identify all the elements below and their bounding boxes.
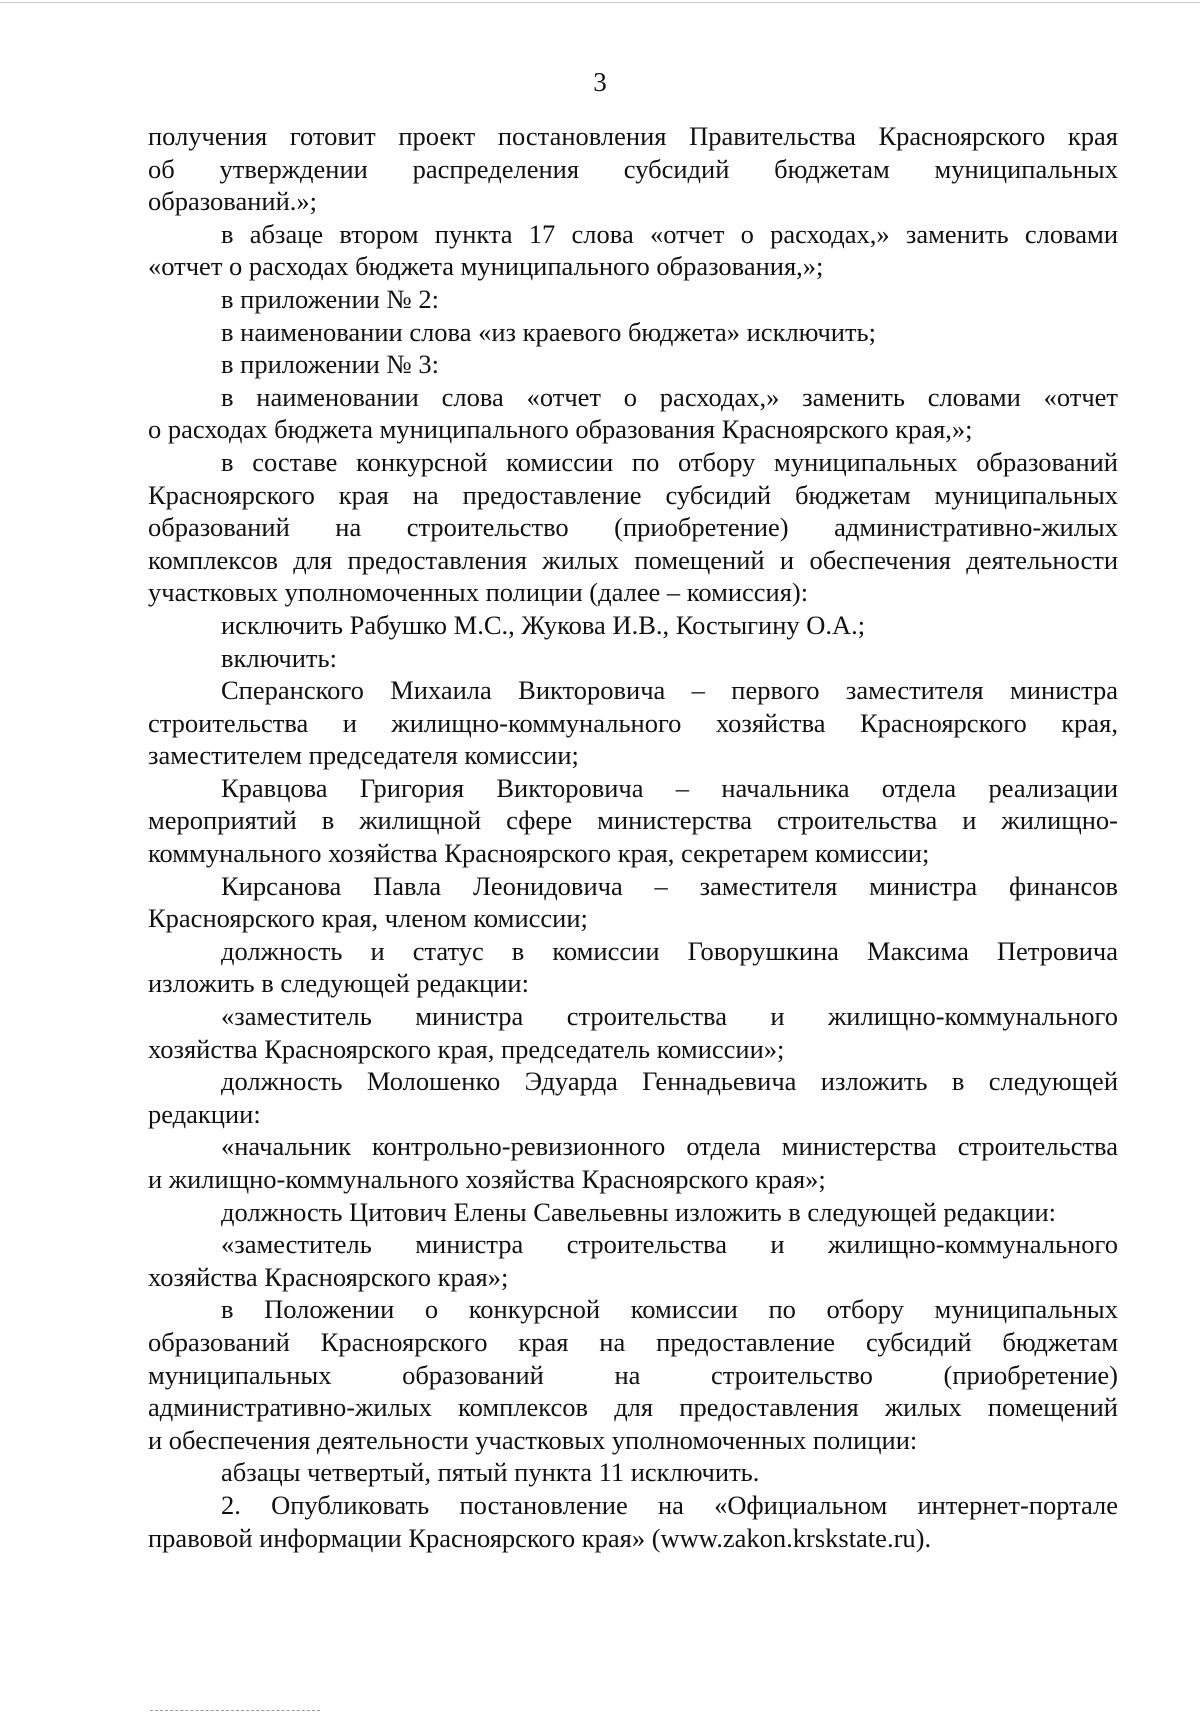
text-line: в приложении № 3: <box>221 349 439 380</box>
text-line: должность Цитович Елены Савельевны изложить в следующей редакции: <box>221 1196 1057 1227</box>
text-line: в наименовании слова «из краевого бюджета» исключить; <box>221 316 876 347</box>
text-line: в наименовании слова «отчет о расходах,» заменить словами «отчет <box>221 381 1118 412</box>
text-line: Сперанского Михаила Викторовича – первого заместителя министра <box>221 675 1118 706</box>
text-line: в абзаце втором пункта 17 слова «отчет о расходах,» заменить словами <box>221 218 1118 249</box>
text-line: изложить в следующей редакции: <box>148 968 529 999</box>
text-line: «отчет о расходах бюджета муниципального образования,»; <box>148 251 824 282</box>
text-line: заместителем председателя комиссии; <box>148 740 579 771</box>
text-line: редакции: <box>148 1098 261 1129</box>
text-line: в Положении о конкурсной комиссии по отбору муниципальных <box>221 1294 1118 1325</box>
text-line: «начальник контрольно-ревизионного отдела министерства строительства <box>221 1131 1118 1162</box>
text-line: об утверждении распределения субсидий бюджетам муниципальных <box>148 153 1118 184</box>
text-line: Кравцова Григория Викторовича – начальника отдела реализации <box>221 772 1118 803</box>
text-line: строительства и жилищно-коммунального хозяйства Красноярского края, <box>148 707 1118 738</box>
text-line: в приложении № 2: <box>221 283 439 314</box>
text-line: должность Молошенко Эдуарда Геннадьевича изложить в следующей <box>221 1066 1118 1097</box>
text-line: 2. Опубликовать постановление на «Официальном интернет-портале <box>221 1489 1118 1520</box>
text-line: исключить Рабушко М.С., Жукова И.В., Костыгину О.А.; <box>221 609 866 640</box>
text-line: Красноярского края, членом комиссии; <box>148 903 588 934</box>
text-line: участковых уполномоченных полиции (далее – комиссия): <box>148 577 809 608</box>
text-line: Красноярского края на предоставление субсидий бюджетам муниципальных <box>148 479 1118 510</box>
text-line: образований Красноярского края на предоставление субсидий бюджетам <box>148 1326 1118 1357</box>
text-line: абзацы четвертый, пятый пункта 11 исключить. <box>221 1457 760 1488</box>
text-line: хозяйства Красноярского края, председатель комиссии»; <box>148 1033 785 1064</box>
text-line: образований на строительство (приобретение) административно-жилых <box>148 512 1118 543</box>
text-line: и обеспечения деятельности участковых уполномоченных полиции: <box>148 1424 918 1455</box>
text-line: правовой информации Красноярского края» (www.zakon.krskstate.ru). <box>148 1522 932 1553</box>
text-line: включить: <box>221 642 337 673</box>
text-line: получения готовит проект постановления Правительства Красноярского края <box>148 121 1118 151</box>
text-line: комплексов для предоставления жилых помещений и обеспечения деятельности <box>148 544 1118 575</box>
text-line: муниципальных образований на строительство (приобретение) <box>148 1359 1118 1390</box>
text-line: образований.»; <box>148 186 318 217</box>
text-line: в составе конкурсной комиссии по отбору муниципальных образований <box>221 446 1118 477</box>
text-line: коммунального хозяйства Красноярского края, секретарем комиссии; <box>148 838 930 869</box>
text-line: должность и статус в комиссии Говорушкина Максима Петровича <box>221 935 1118 966</box>
text-line: «заместитель министра строительства и жилищно-коммунального <box>221 1229 1118 1260</box>
scan-bottom-mark <box>150 1710 320 1711</box>
text-line: о расходах бюджета муниципального образования Красноярского края,»; <box>148 414 973 445</box>
scan-top-edge <box>0 2 1200 3</box>
text-line: хозяйства Красноярского края»; <box>148 1261 509 1292</box>
document-body <box>148 120 1118 1554</box>
text-line: мероприятий в жилищной сфере министерства строительства и жилищно- <box>148 805 1118 836</box>
text-line: «заместитель министра строительства и жилищно-коммунального <box>221 1001 1118 1032</box>
text-line: Кирсанова Павла Леонидовича – заместителя министра финансов <box>221 870 1118 901</box>
page-number: 3 <box>593 67 607 97</box>
text-line: и жилищно-коммунального хозяйства Красноярского края»; <box>148 1164 826 1194</box>
text-line: административно-жилых комплексов для предоставления жилых помещений <box>148 1392 1118 1423</box>
